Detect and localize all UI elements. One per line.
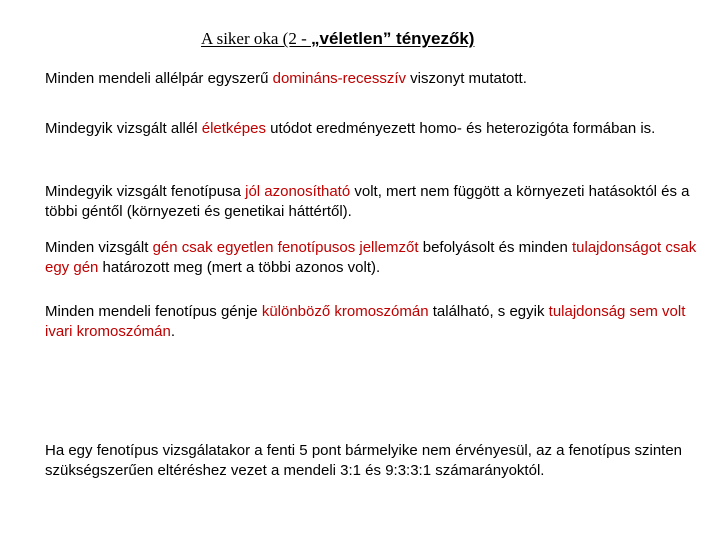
- highlight-span: különböző kromoszómán: [261, 303, 429, 320]
- paragraph-dominance: [45, 69, 705, 89]
- text-span: Ha egy fenotípus vizsgálatakor a fenti 5 pont bármelyike nem érvényesül, az a fenotípus szinten szükségszerűen eltéréshez vezet a mendeli 3:1 és 9:3:3:1 számarányoktól.: [45, 442, 683, 479]
- slide-title: [201, 28, 474, 50]
- text-span: volt, mert nem függött a környezeti hatásoktól és a többi géntől (környezeti és genetikai háttértől).: [45, 183, 690, 220]
- text-span: Minden mendeli allélpár egyszerű: [45, 70, 273, 87]
- text-span: Mindegyik vizsgált allél: [45, 120, 202, 137]
- text-span: befolyásolt és minden: [418, 239, 572, 256]
- text-span: Minden vizsgált: [45, 239, 153, 256]
- text-span: Minden mendeli fenotípus génje: [45, 303, 262, 320]
- highlight-span: gén csak egyetlen fenotípusos jellemzőt: [152, 239, 419, 256]
- highlight-span: tulajdonság sem volt ivari kromoszómán: [45, 303, 686, 340]
- text-span: Mindegyik vizsgált fenotípusa: [45, 183, 246, 200]
- highlight-span: domináns-recesszív: [272, 70, 407, 87]
- paragraph-chromosome: [45, 302, 705, 342]
- highlight-span: életképes: [201, 120, 266, 137]
- paragraph-identifiability: [45, 182, 705, 222]
- text-span: utódot eredményezett homo- és heterozigóta formában is.: [265, 120, 656, 137]
- highlight-span: jól azonosítható: [245, 183, 351, 200]
- highlight-span: tulajdonságot csak egy gén: [45, 239, 697, 276]
- text-span: viszonyt mutatott.: [406, 70, 527, 87]
- text-span: határozott meg (mert a többi azonos volt).: [98, 259, 381, 276]
- title-part-serif: A siker oka (2 -: [201, 29, 312, 48]
- text-span: található, s egyik: [428, 303, 549, 320]
- title-part-emphasis: „véletlen” tényezők): [311, 29, 475, 48]
- paragraph-conclusion: [45, 441, 705, 481]
- text-span: .: [170, 323, 176, 340]
- paragraph-viability: [45, 119, 705, 139]
- paragraph-single-gene: [45, 238, 705, 278]
